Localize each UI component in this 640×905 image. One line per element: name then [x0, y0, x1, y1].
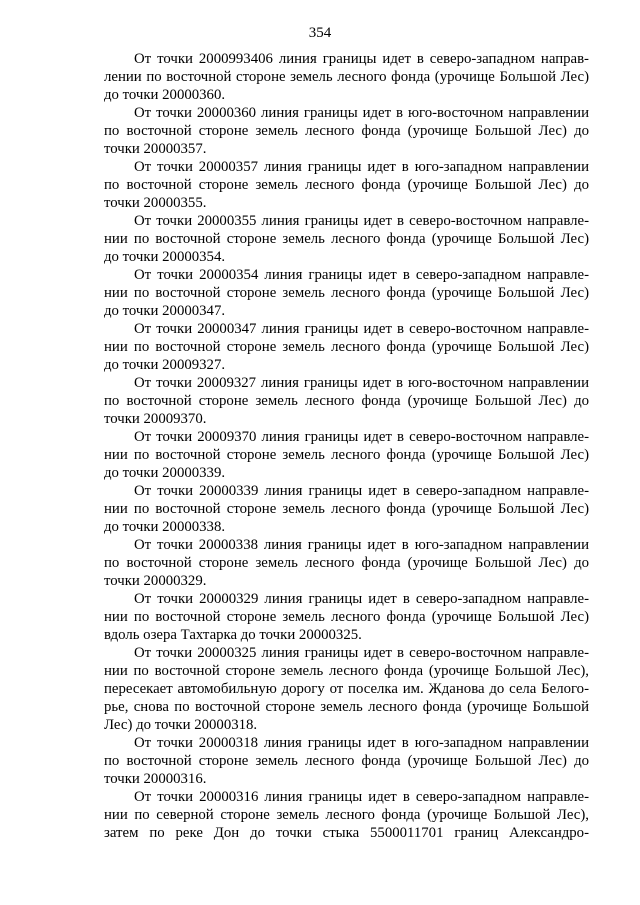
paragraph [104, 644, 589, 734]
text-line: От точки 20009370 линия границы идет в северо-восточном направле- [134, 429, 589, 445]
text-line: нии по северной стороне земель лесного фонда (урочище Большой Лес), [104, 807, 589, 823]
paragraph [104, 482, 589, 536]
text-line: От точки 2000993406 линия границы идет в северо-западном направ- [134, 51, 589, 67]
paragraph [104, 788, 589, 842]
text-line: точки 20000316. [104, 771, 207, 787]
text-line: От точки 20000357 линия границы идет в юго-западном направлении [134, 159, 589, 175]
text-line: От точки 20000347 линия границы идет в северо-восточном направле- [134, 321, 589, 337]
paragraph [104, 428, 589, 482]
text-line: От точки 20000329 линия границы идет в северо-западном направле- [134, 591, 589, 607]
text-line: От точки 20000318 линия границы идет в юго-западном направлении [134, 735, 589, 751]
paragraph [104, 266, 589, 320]
paragraph [104, 374, 589, 428]
text-line: нии по восточной стороне земель лесного фонда (урочище Большой Лес), [104, 663, 589, 679]
paragraph [104, 536, 589, 590]
text-line: нии по восточной стороне земель лесного фонда (урочище Большой Лес) [104, 609, 589, 625]
text-line: лении по восточной стороне земель лесного фонда (урочище Большой Лес) [104, 69, 589, 85]
text-line: От точки 20000316 линия границы идет в северо-западном направле- [134, 789, 589, 805]
paragraph [104, 320, 589, 374]
paragraph [104, 590, 589, 644]
text-line: по восточной стороне земель лесного фонда (урочище Большой Лес) до [104, 393, 589, 409]
text-line: точки 20000357. [104, 141, 207, 157]
text-line: нии по восточной стороне земель лесного фонда (урочище Большой Лес) [104, 501, 589, 517]
text-line: вдоль озера Тахтарка до точки 20000325. [104, 627, 362, 643]
text-line: точки 20000355. [104, 195, 207, 211]
text-line: точки 20000329. [104, 573, 207, 589]
text-line: От точки 20000354 линия границы идет в северо-западном направле- [134, 267, 589, 283]
paragraph [104, 158, 589, 212]
text-line: нии по восточной стороне земель лесного фонда (урочище Большой Лес) [104, 339, 589, 355]
paragraph [104, 212, 589, 266]
text-line: От точки 20009327 линия границы идет в юго-восточном направлении [134, 375, 589, 391]
text-line: нии по восточной стороне земель лесного фонда (урочище Большой Лес) [104, 231, 589, 247]
text-line: Лес) до точки 20000318. [104, 717, 258, 733]
paragraph [104, 734, 589, 788]
text-line: нии по восточной стороне земель лесного фонда (урочище Большой Лес) [104, 447, 589, 463]
text-line: От точки 20000338 линия границы идет в юго-западном направлении [134, 537, 589, 553]
text-line: до точки 20000354. [104, 249, 226, 265]
page-number: 354 [308, 25, 332, 41]
text-line: От точки 20000325 линия границы идет в северо-восточном направле- [134, 645, 589, 661]
document-body [104, 50, 589, 842]
text-line: затем по реке Дон до точки стыка 5500011701 границ Александро- [104, 825, 589, 841]
text-line: От точки 20000339 линия границы идет в северо-западном направле- [134, 483, 589, 499]
paragraph [104, 50, 589, 104]
text-line: до точки 20009327. [104, 357, 226, 373]
text-line: до точки 20000338. [104, 519, 226, 535]
paragraph [104, 104, 589, 158]
text-line: до точки 20000360. [104, 87, 226, 103]
text-line: пересекает автомобильную дорогу от поселка им. Жданова до села Белого- [104, 681, 589, 697]
text-line: точки 20009370. [104, 411, 207, 427]
text-line: От точки 20000360 линия границы идет в юго-восточном направлении [134, 105, 589, 121]
text-line: по восточной стороне земель лесного фонда (урочище Большой Лес) до [104, 753, 589, 769]
text-line: по восточной стороне земель лесного фонда (урочище Большой Лес) до [104, 123, 589, 139]
text-line: до точки 20000347. [104, 303, 226, 319]
text-line: до точки 20000339. [104, 465, 226, 481]
text-line: по восточной стороне земель лесного фонда (урочище Большой Лес) до [104, 555, 589, 571]
text-line: рье, снова по восточной стороне земель лесного фонда (урочище Большой [104, 699, 589, 715]
text-line: по восточной стороне земель лесного фонда (урочище Большой Лес) до [104, 177, 589, 193]
text-line: нии по восточной стороне земель лесного фонда (урочище Большой Лес) [104, 285, 589, 301]
text-line: От точки 20000355 линия границы идет в северо-восточном направле- [134, 213, 589, 229]
